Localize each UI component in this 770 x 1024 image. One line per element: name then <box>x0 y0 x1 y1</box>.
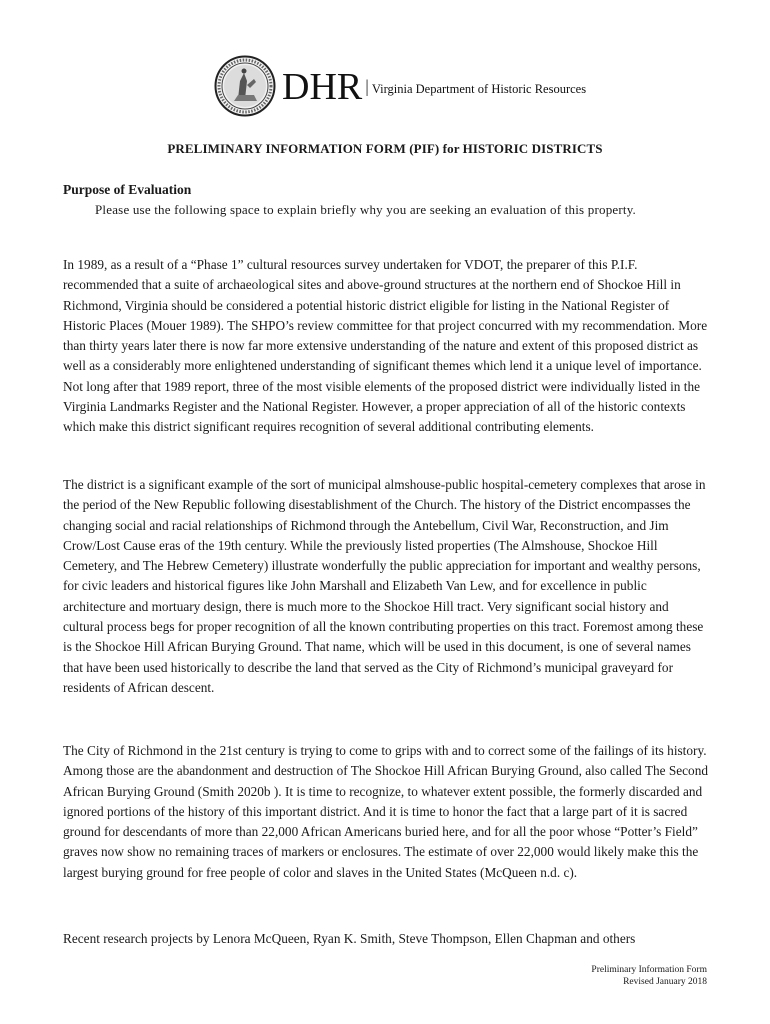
header <box>214 54 586 118</box>
purpose-instruction: Please use the following space to explain briefly why you are seeking an evaluation of this property. <box>95 202 637 217</box>
logo-text: DHR <box>282 66 363 108</box>
department-name: Virginia Department of Historic Resources <box>371 81 587 96</box>
footer-form-name: Preliminary Information Form <box>591 965 707 975</box>
form-title: PRELIMINARY INFORMATION FORM (PIF) for HISTORIC DISTRICTS <box>167 141 603 156</box>
page-footer <box>591 964 707 988</box>
paragraph-4: Recent research projects by Lenora McQueen, Ryan K. Smith, Steve Thompson, Ellen Chapman and others <box>63 931 636 946</box>
purpose-heading: Purpose of Evaluation <box>63 182 192 197</box>
footer-revision: Revised January 2018 <box>623 977 707 987</box>
virginia-seal-icon <box>214 55 276 117</box>
paragraph-3: The City of Richmond in the 21st century is trying to come to grips with and to correct some of the failings of its history. Among those are the abandonment and destruction of The Shockoe Hill African Burying Ground, also called The Second African Burying Ground (Smith 2020b ). It is time to recognize, to whatever extent possible, the formerly discarded and ignored portions of the history of this important district. And it is time to honor the fact that a large part of it is sacred ground for descendants of more than 22,000 African Americans buried here, and for all the poor whose “Potter’s Field” graves now show no remaining traces of markers or enclosures. The estimate of over 22,000 would likely make this the largest burying ground for free people of color and slaves in the United States (McQueen n.d. c). <box>63 743 708 880</box>
logo-separator: | <box>365 75 369 96</box>
paragraph-1: In 1989, as a result of a “Phase 1” cultural resources survey undertaken for VDOT, the preparer of this P.I.F. recommended that a suite of archaeological sites and above-ground structures at the northern end of Shockoe Hill in Richmond, Virginia should be considered a potential historic district eligible for listing in the National Register of Historic Places (Mouer 1989). The SHPO’s review committee for that project concurred with my recommendation. More than thirty years later there is now far more extensive understanding of the nature and extent of this proposed district as well as a considerably more enlightened understanding of significant themes which lend it a unique level of importance. Not long after that 1989 report, three of the most visible elements of the proposed district were individually listed in the Virginia Landmarks Register and the National Register. However, a proper appreciation of all of the historic contexts which make this district significant requires recognition of several additional contributing elements. <box>63 257 708 435</box>
paragraph-2: The district is a significant example of the sort of municipal almshouse-public hospital-cemetery complexes that arose in the period of the New Republic following disestablishment of the Church. The history of the District encompasses the changing social and racial relationships of Richmond through the Antebellum, Civil War, Reconstruction, and Jim Crow/Lost Cause eras of the 19th century. While the previously listed properties (The Almshouse, Shockoe Hill Cemetery, and The Hebrew Cemetery) illustrate wonderfully the public appreciation for important and wealthy persons, for civic leaders and historical figures like John Marshall and Elizabeth Van Lew, and for excellence in public architecture and mortuary design, there is much more to the Shockoe Hill tract. Very significant social history and cultural process begs for proper recognition of all the known contributing properties on this tract. Foremost among these is the Shockoe Hill African Burying Ground. That name, which will be used in this document, is one of several names that have been used historically to describe the land that served as the City of Richmond’s municipal graveyard for residents of African descent. <box>63 477 706 695</box>
